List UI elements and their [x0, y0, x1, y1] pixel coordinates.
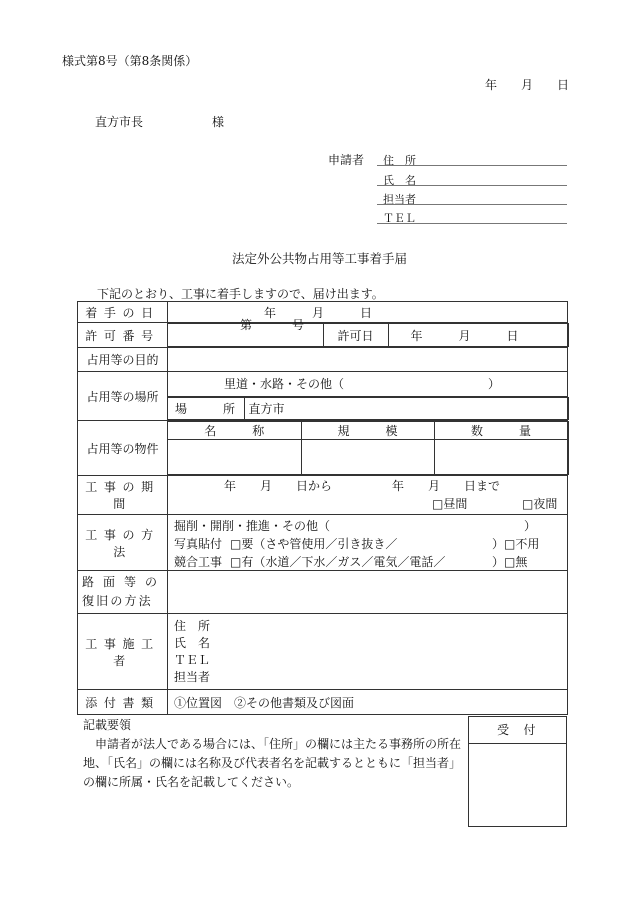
- property-col-scale: 規 模: [301, 422, 434, 440]
- permit-number-cell[interactable]: [168, 318, 323, 347]
- addressee: 直方市長: [95, 115, 144, 129]
- notes-heading: 記載要領: [83, 718, 132, 732]
- permit-date-value: 年 月 日: [410, 328, 519, 343]
- application-form-table: [77, 301, 568, 715]
- attachments-value: ①位置図 ②その他書類及び図面: [168, 690, 568, 715]
- period-range: 年 月 日から 年 月 日まで: [224, 479, 501, 493]
- row-restore: [78, 571, 568, 614]
- row-purpose: [78, 348, 568, 372]
- row-method: [78, 515, 568, 571]
- start-date-label: 着手の日: [85, 305, 160, 320]
- applicant-address-label: 住 所: [383, 154, 416, 167]
- purpose-input[interactable]: [168, 348, 568, 372]
- property-name-input[interactable]: [168, 440, 301, 475]
- attachments-label: 添付書類: [85, 695, 160, 710]
- notes-body: 申請者が法人である場合には、「住所」の欄には主たる事務所の所在地、「氏名」の欄には名称及び代表者名を記載するとともに「担当者」の欄に所属・氏名を記載してください。: [83, 737, 462, 789]
- method-label: 工事の方法: [85, 527, 160, 559]
- row-permit: [78, 323, 568, 348]
- row-start-date: [78, 302, 568, 323]
- applicant-address-line[interactable]: [377, 165, 567, 166]
- contractor-name-label: 氏 名: [174, 635, 211, 650]
- competing-label: 競合工事: [174, 555, 223, 569]
- row-attachments: [78, 690, 568, 715]
- method-type-options[interactable]: 掘削・開削・推進・その他（: [174, 519, 331, 533]
- property-label: 占用等の物件: [78, 421, 168, 476]
- applicant-name-line[interactable]: [377, 185, 567, 186]
- property-col-name: 名 称: [168, 422, 301, 440]
- submission-date: 年 月 日: [485, 78, 570, 92]
- restore-method-input[interactable]: [168, 571, 568, 614]
- method-cell[interactable]: [168, 515, 568, 571]
- photo-not-required-checkbox[interactable]: ）□不用: [492, 537, 540, 551]
- place-value[interactable]: 直方市: [244, 398, 568, 420]
- purpose-label: 占用等の目的: [78, 348, 168, 372]
- honorific: 様: [212, 115, 225, 129]
- period-cell[interactable]: [168, 476, 568, 515]
- permit-go: 号: [292, 318, 305, 332]
- method-type-close: ）: [524, 519, 537, 533]
- form-number: 様式第8号（第8条関係）: [62, 54, 198, 68]
- permit-dai: 第: [240, 318, 253, 332]
- restore-label-line1: 路面等の: [82, 575, 167, 589]
- row-contractor: [78, 614, 568, 690]
- intro-text: 下記のとおり、工事に着手しますので、届け出ます。: [97, 287, 384, 301]
- row-location: [78, 372, 568, 421]
- period-label: 工事の期間: [85, 480, 160, 511]
- property-scale-input[interactable]: [301, 440, 434, 475]
- applicant-label: 申請者: [328, 153, 365, 167]
- permit-date-label: 許可日: [323, 324, 388, 347]
- start-date-cell[interactable]: [168, 302, 568, 323]
- photo-required-checkbox[interactable]: □要（さや管使用／引き抜き／: [230, 537, 398, 551]
- permit-number-label: 許可番号: [85, 328, 160, 343]
- period-daytime-checkbox[interactable]: □昼間: [432, 497, 468, 511]
- competing-yes-checkbox[interactable]: □有（水道／下水／ガス／電気／電話／: [230, 555, 446, 569]
- receipt-label: 受付: [469, 717, 566, 744]
- row-property: [78, 421, 568, 476]
- contractor-cell[interactable]: [168, 614, 568, 690]
- contractor-person-label: 担当者: [174, 669, 211, 684]
- notes-section: [77, 716, 469, 792]
- restore-label-line2: 復旧の方法: [82, 594, 153, 608]
- contractor-tel-label: ＴＥＬ: [174, 652, 211, 667]
- property-quantity-input[interactable]: [434, 440, 568, 475]
- location-type-options[interactable]: 里道・水路・その他（ ）: [168, 372, 567, 397]
- applicant-tel-line[interactable]: [377, 223, 567, 224]
- competing-no-checkbox[interactable]: ）□無: [492, 555, 528, 569]
- applicant-tel-label: ＴＥＬ: [383, 212, 416, 225]
- place-label: 場 所: [168, 398, 244, 420]
- period-nighttime-checkbox[interactable]: □夜間: [522, 497, 558, 511]
- photo-label: 写真貼付: [174, 537, 223, 551]
- document-title: 法定外公共物占用等工事着手届: [232, 251, 408, 266]
- contractor-label: 工事施工者: [85, 636, 160, 668]
- location-label: 占用等の場所: [78, 372, 168, 421]
- row-period: [78, 476, 568, 515]
- permit-date-cell[interactable]: [388, 324, 568, 347]
- start-date-value: 年 月 日: [264, 305, 373, 320]
- applicant-person-label: 担当者: [383, 193, 416, 206]
- receipt-box: [468, 716, 567, 827]
- applicant-person-line[interactable]: [377, 204, 567, 205]
- applicant-name-label: 氏 名: [383, 174, 416, 187]
- contractor-address-label: 住 所: [174, 618, 211, 633]
- property-col-quantity: 数 量: [434, 422, 568, 440]
